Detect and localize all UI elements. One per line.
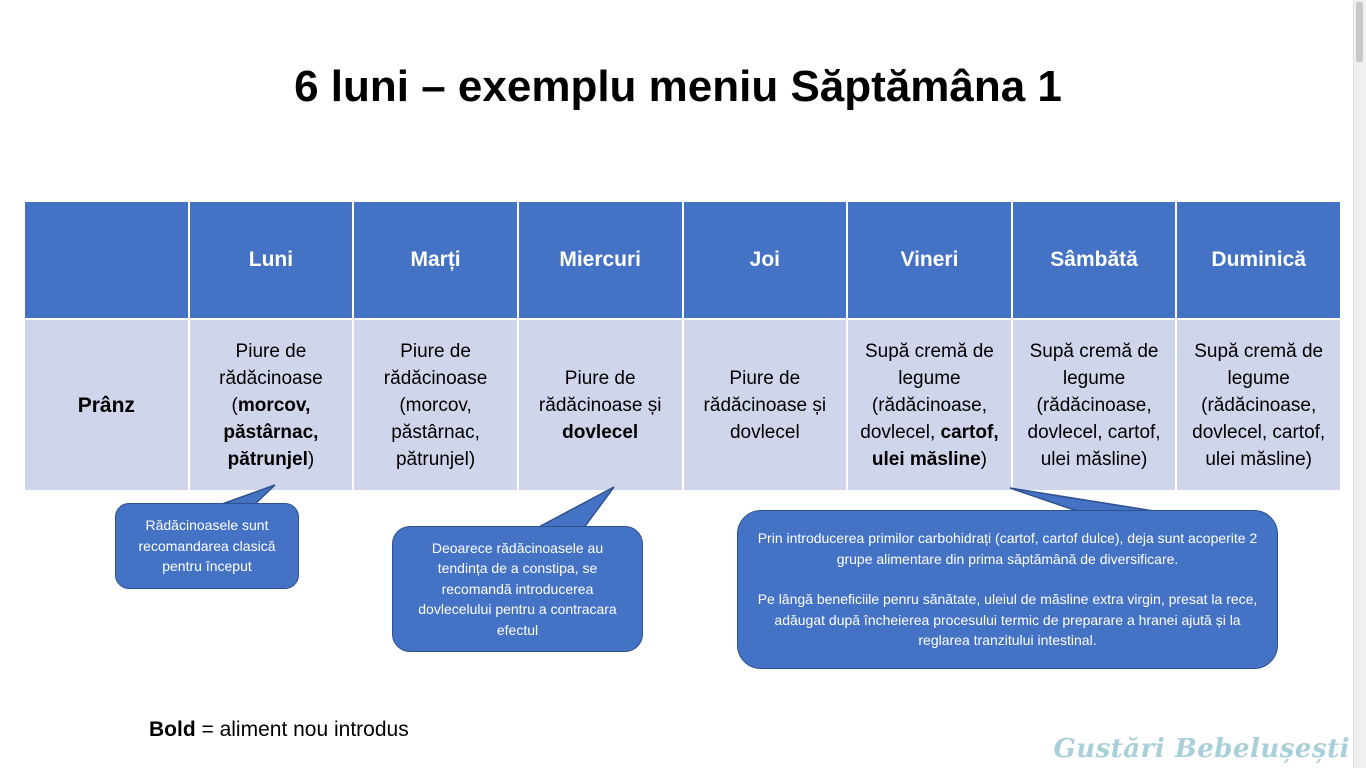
callout-radacinoase: Rădăcinoasele sunt recomandarea clasică pentru început [115, 503, 299, 589]
header-cell-duminica: Duminică [1176, 201, 1341, 319]
header-cell-joi: Joi [683, 201, 848, 319]
cell-marti: Piure de rădăcinoase (morcov, păstârnac, pătrunjel) [353, 319, 518, 491]
cell-joi: Piure de rădăcinoase și dovlecel [683, 319, 848, 491]
legend-bold: Bold [149, 718, 196, 741]
legend-text: = aliment nou introdus [195, 718, 409, 741]
header-cell-sambata: Sâmbătă [1012, 201, 1177, 319]
watermark-logo: Gustări Bebelușești [1053, 734, 1350, 764]
callout-tail-1 [222, 485, 275, 505]
row-label: Prânz [24, 319, 189, 491]
cell-vineri: Supă cremă de legume (rădăcinoase, dovlecel, cartof, ulei măsline) [847, 319, 1012, 491]
legend [149, 718, 409, 742]
callout-tail-2 [535, 487, 614, 529]
cell-sambata: Supă cremă de legume (rădăcinoase, dovlecel, cartof, ulei măsline) [1012, 319, 1177, 491]
slide-title: 6 luni – exemplu meniu Săptămâna 1 [294, 62, 1062, 111]
callout-dovlecel: Deoarece rădăcinoasele au tendința de a constipa, se recomandă introducerea dovlecelului pentru a contracara efectul [392, 526, 643, 652]
header-cell-luni: Luni [189, 201, 354, 319]
callout-tail-3 [1010, 488, 1160, 512]
header-cell-miercuri: Miercuri [518, 201, 683, 319]
callout-carbohidrati: Prin introducerea primilor carbohidrați (cartof, cartof dulce), deja sunt acoperite 2 grupe alimentare din prima săptămână de diversificare. Pe lângă beneficiile penru sănătate, uleiul de măsline extra virgin, presat la rece, adăugat după încheierea procesului termic de preparare a hranei ajută și la reglarea tranzitului intestinal. [737, 510, 1278, 669]
cell-luni: Piure de rădăcinoase (morcov, păstârnac, pătrunjel) [189, 319, 354, 491]
cell-duminica: Supă cremă de legume (rădăcinoase, dovlecel, cartof, ulei măsline) [1176, 319, 1341, 491]
header-cell-marti: Marți [353, 201, 518, 319]
header-cell-vineri: Vineri [847, 201, 1012, 319]
cell-miercuri: Piure de rădăcinoase și dovlecel [518, 319, 683, 491]
